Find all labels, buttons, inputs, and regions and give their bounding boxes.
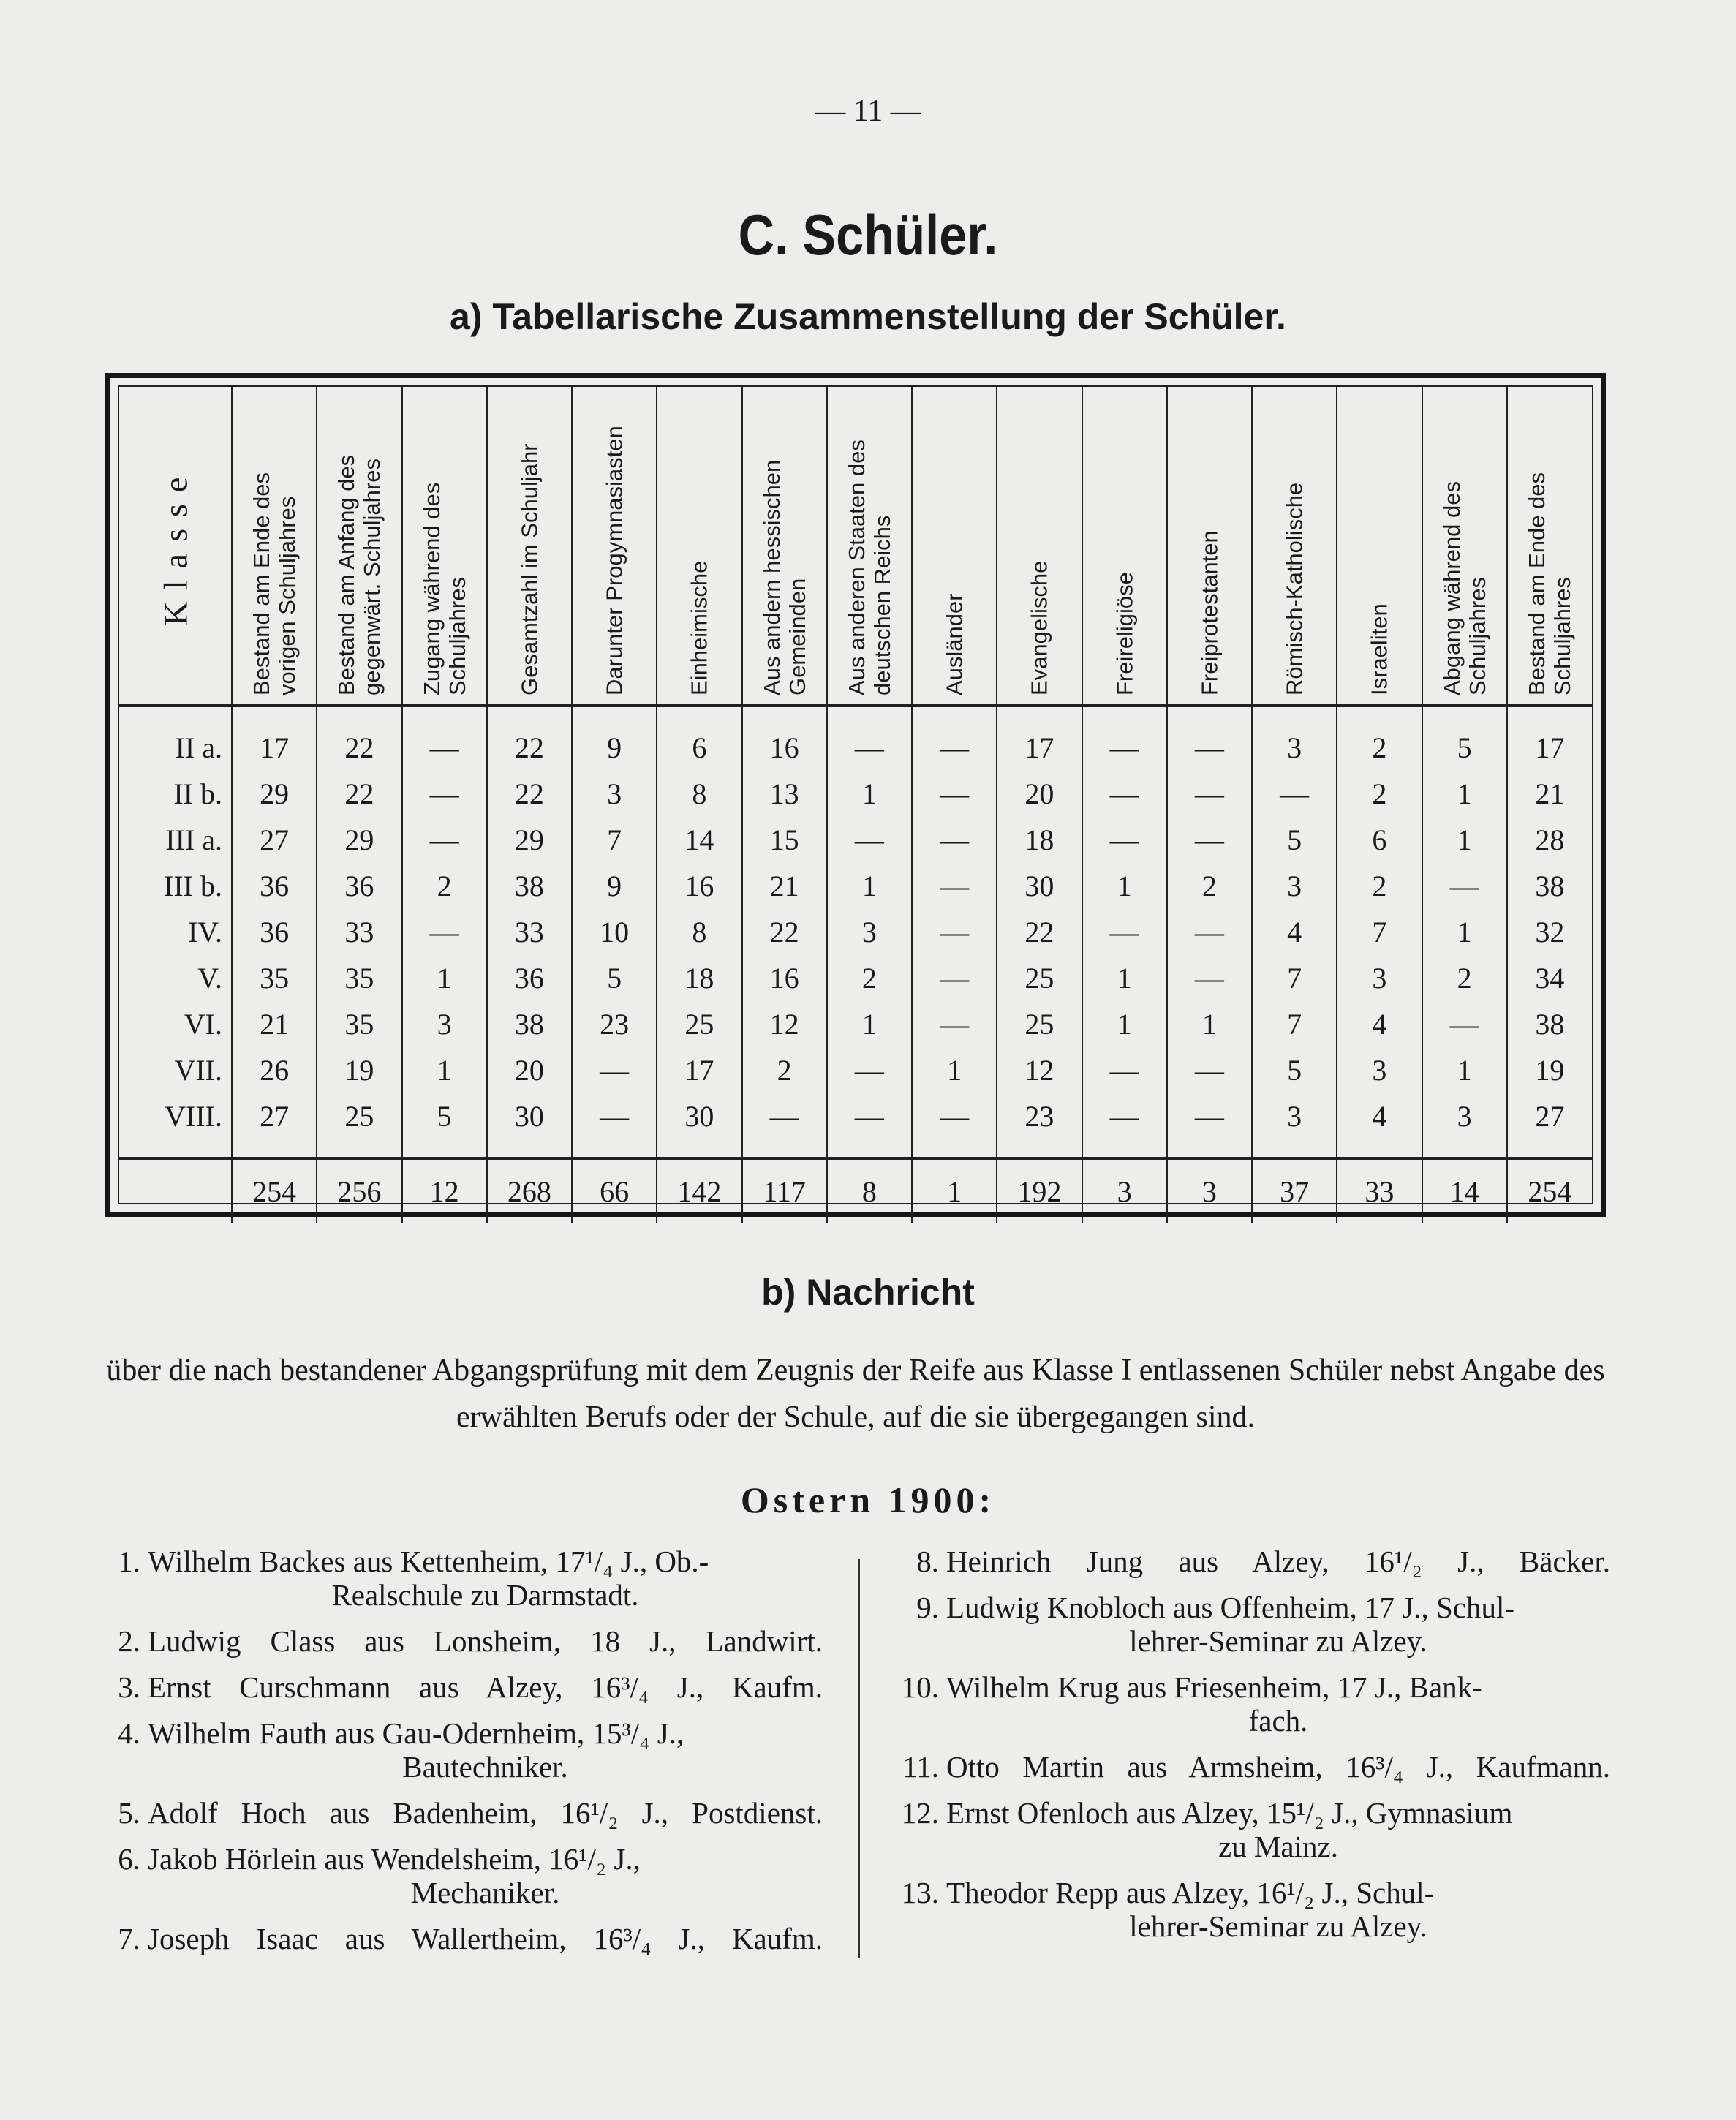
table-cell: — — [912, 817, 997, 863]
table-cell: 21 — [742, 863, 827, 909]
total-cell: 117 — [742, 1158, 827, 1223]
table-cell: 29 — [317, 817, 401, 863]
table-cell: — — [1167, 1047, 1252, 1093]
list-item-number: 8. — [916, 1544, 939, 1578]
column-header — [742, 387, 827, 706]
list-item-text — [148, 1670, 823, 1704]
list-item-line: Otto Martin aus Armsheim, 16³/₄ J., Kaufmann. — [946, 1750, 1610, 1784]
list-item-text — [148, 1842, 823, 1909]
table-row — [119, 725, 1592, 771]
table-cell: 2 — [742, 1047, 827, 1093]
page-number: — 11 — — [815, 94, 921, 128]
list-item-line: Ernst Curschmann aus Alzey, 16³/₄ J., Kaufm. — [148, 1670, 823, 1704]
table-cell: 9 — [572, 725, 657, 771]
list-item-number: 4. — [118, 1716, 140, 1750]
column-header-label: Römisch-Katholische — [1281, 482, 1307, 695]
table-cell: — — [1252, 771, 1337, 817]
list-item — [901, 1670, 1610, 1738]
list-item-text — [148, 1716, 823, 1784]
table-cell: 1 — [827, 863, 912, 909]
table-cell: — — [1422, 1001, 1507, 1047]
klasse-cell: II b. — [173, 777, 222, 810]
table-cell: 27 — [232, 817, 317, 863]
table-cell: 38 — [487, 1001, 572, 1047]
table-cell: 7 — [572, 817, 657, 863]
list-item-number: 12. — [901, 1796, 939, 1830]
table-cell: 14 — [657, 817, 741, 863]
column-header — [119, 387, 232, 706]
table-cell: 1 — [1422, 771, 1507, 817]
list-item-continuation: Mechaniker. — [410, 1876, 560, 1909]
table-cell: 29 — [487, 817, 572, 863]
column-header-label: Evangelische — [1026, 560, 1052, 695]
table-cell: — — [1082, 1093, 1167, 1139]
table-cell: — — [1167, 909, 1252, 955]
klasse-cell: IV. — [187, 916, 222, 948]
total-cell: 37 — [1252, 1158, 1337, 1223]
table-cell: 1 — [1422, 817, 1507, 863]
list-item-number: 13. — [901, 1876, 939, 1909]
table-row — [119, 863, 1592, 909]
list-item-text — [148, 1624, 823, 1658]
table-cell: — — [742, 1093, 827, 1139]
total-cell: 3 — [1082, 1158, 1167, 1223]
table-cell: 7 — [1252, 955, 1337, 1001]
klasse-cell: VIII. — [165, 1100, 222, 1133]
table-cell: 7 — [1337, 909, 1422, 955]
list-item-line: Wilhelm Backes aus Kettenheim, 17¹/₄ J., Ob.- — [148, 1544, 709, 1578]
student-list-left — [102, 1544, 823, 1968]
total-cell: 33 — [1337, 1158, 1422, 1223]
table-cell: — — [912, 955, 997, 1001]
table-cell: 17 — [1507, 725, 1592, 771]
list-item-number: 2. — [118, 1624, 140, 1658]
table-cell: 8 — [657, 771, 741, 817]
table-cell: 36 — [487, 955, 572, 1001]
total-cell: 142 — [657, 1158, 741, 1223]
table-cell: 17 — [657, 1047, 741, 1093]
table-body — [119, 706, 1592, 1223]
table-cell: 2 — [402, 863, 487, 909]
klasse-cell: VI. — [184, 1008, 222, 1041]
table-cell: 4 — [1337, 1001, 1422, 1047]
list-item-line: Joseph Isaac aus Wallertheim, 16³/₄ J., Kaufm. — [148, 1922, 823, 1955]
table-cell: 3 — [1252, 725, 1337, 771]
list-item — [901, 1544, 1610, 1578]
table-cell: 4 — [1337, 1093, 1422, 1139]
list-item-text — [946, 1670, 1610, 1738]
table-row — [119, 771, 1592, 817]
list-item — [102, 1670, 823, 1704]
table-cell: 5 — [402, 1093, 487, 1139]
table-cell: — — [1167, 725, 1252, 771]
list-item-number: 10. — [901, 1670, 939, 1704]
table-cell: — — [1082, 771, 1167, 817]
ostern-heading: Ostern 1900: — [740, 1479, 996, 1520]
list-item-continuation: Bautechniker. — [402, 1750, 568, 1784]
column-header — [1507, 387, 1592, 706]
table-cell: 38 — [1507, 1001, 1592, 1047]
list-item-text — [946, 1750, 1610, 1784]
table-cell: 3 — [827, 909, 912, 955]
table-cell: — — [827, 1047, 912, 1093]
total-cell: 254 — [1507, 1158, 1592, 1223]
table-cell: — — [402, 817, 487, 863]
table-cell: 1 — [1422, 909, 1507, 955]
column-header — [827, 387, 912, 706]
table-cell: 27 — [232, 1093, 317, 1139]
table-cell: 4 — [1252, 909, 1337, 955]
table-cell: 15 — [742, 817, 827, 863]
klasse-cell: VII. — [174, 1054, 222, 1087]
table-cell: 1 — [1082, 1001, 1167, 1047]
list-item — [901, 1876, 1610, 1943]
list-item-continuation: lehrer-Seminar zu Alzey. — [1129, 1909, 1427, 1943]
table-cell: 2 — [1337, 771, 1422, 817]
column-header-label: Zugang während des Schuljahres — [418, 482, 470, 695]
table-cell: — — [1082, 817, 1167, 863]
klasse-cell: III a. — [165, 823, 222, 856]
table-cell: 3 — [1252, 863, 1337, 909]
table-cell: 5 — [1252, 817, 1337, 863]
table-cell: 35 — [317, 1001, 401, 1047]
table-cell: 34 — [1507, 955, 1592, 1001]
list-item-line: Adolf Hoch aus Badenheim, 16¹/₂ J., Postdienst. — [148, 1796, 823, 1830]
list-item-continuation: lehrer-Seminar zu Alzey. — [1129, 1624, 1427, 1658]
table-cell: 26 — [232, 1047, 317, 1093]
table-cell: 2 — [1337, 863, 1422, 909]
column-header — [1167, 387, 1252, 706]
list-item — [102, 1624, 823, 1658]
table-cell: 22 — [317, 771, 401, 817]
table-cell: 2 — [1337, 725, 1422, 771]
list-item-number: 7. — [118, 1922, 140, 1955]
table-cell: 3 — [1337, 955, 1422, 1001]
student-list-right — [901, 1544, 1610, 1955]
table-cell: 18 — [997, 817, 1082, 863]
table-cell: 28 — [1507, 817, 1592, 863]
total-cell: 66 — [572, 1158, 657, 1223]
table-cell: 7 — [1252, 1001, 1337, 1047]
section-title: C. Schüler. — [738, 203, 998, 267]
table-cell: — — [912, 1093, 997, 1139]
table-cell: — — [912, 771, 997, 817]
table-spacer-row — [119, 706, 1592, 725]
table-cell: 17 — [997, 725, 1082, 771]
list-item-text — [946, 1544, 1610, 1578]
table-cell: 12 — [997, 1047, 1082, 1093]
total-cell: 268 — [487, 1158, 572, 1223]
column-divider — [858, 1559, 860, 1958]
table-cell: 3 — [402, 1001, 487, 1047]
list-item — [102, 1796, 823, 1830]
column-header-label: Abgang während des Schuljahres — [1438, 480, 1490, 695]
list-item-continuation: fach. — [1248, 1704, 1308, 1738]
table-cell: 5 — [572, 955, 657, 1001]
column-header — [1422, 387, 1507, 706]
list-item-number: 3. — [118, 1670, 140, 1704]
list-item — [901, 1750, 1610, 1784]
table-cell: 1 — [827, 1001, 912, 1047]
table-cell: 10 — [572, 909, 657, 955]
table-cell: — — [912, 863, 997, 909]
table-cell: 22 — [487, 771, 572, 817]
stats-table — [119, 387, 1592, 1223]
table-cell: 30 — [487, 1093, 572, 1139]
table-cell: — — [1167, 771, 1252, 817]
table-cell: 25 — [997, 1001, 1082, 1047]
column-header — [912, 387, 997, 706]
table-cell: — — [912, 1001, 997, 1047]
table-cell: — — [827, 1093, 912, 1139]
nachricht-text: über die nach bestandener Abgangsprüfung mit dem Zeugnis der Reife aus Klasse I entlassenen Schüler nebst Angabe des erwählten Berufs oder der Schule, auf die sie übergegangen sind. — [106, 1354, 1605, 1434]
table-cell: 1 — [1082, 955, 1167, 1001]
table-cell: 3 — [1337, 1047, 1422, 1093]
table-row — [119, 1047, 1592, 1093]
klasse-cell: II a. — [175, 731, 222, 764]
list-item-line: Ernst Ofenloch aus Alzey, 15¹/₂ J., Gymnasium — [946, 1796, 1513, 1830]
total-cell: 256 — [317, 1158, 401, 1223]
table-cell: — — [1422, 863, 1507, 909]
list-item-text — [148, 1796, 823, 1830]
table-cell: 21 — [232, 1001, 317, 1047]
table-row — [119, 817, 1592, 863]
table-cell: — — [827, 725, 912, 771]
total-cell: 192 — [997, 1158, 1082, 1223]
list-item-text — [946, 1591, 1610, 1658]
table-inner-frame — [118, 385, 1593, 1208]
totals-row — [119, 1158, 1592, 1223]
table-cell: 16 — [742, 725, 827, 771]
table-cell: 1 — [402, 955, 487, 1001]
table-row — [119, 955, 1592, 1001]
list-item-line: Jakob Hörlein aus Wendelsheim, 16¹/₂ J., — [148, 1842, 641, 1876]
list-item-number: 5. — [118, 1796, 140, 1830]
list-item — [102, 1842, 823, 1909]
table-cell: 25 — [657, 1001, 741, 1047]
column-header-label: Freiprotestanten — [1196, 530, 1223, 695]
table-cell: 1 — [1422, 1047, 1507, 1093]
table-cell: — — [1167, 817, 1252, 863]
table-cell: 36 — [232, 909, 317, 955]
total-cell: 12 — [402, 1158, 487, 1223]
list-item-text — [946, 1796, 1610, 1863]
table-cell: — — [1082, 909, 1167, 955]
student-statistics-table — [105, 373, 1606, 1217]
column-header-label: Klasse — [156, 465, 194, 626]
column-header — [572, 387, 657, 706]
column-header — [402, 387, 487, 706]
table-cell: 9 — [572, 863, 657, 909]
list-item-line: Ludwig Knobloch aus Offenheim, 17 J., Schul- — [946, 1591, 1514, 1624]
table-cell: 1 — [827, 771, 912, 817]
total-cell — [119, 1158, 232, 1223]
table-cell: 38 — [1507, 863, 1592, 909]
table-cell: 3 — [1422, 1093, 1507, 1139]
column-header-label: Aus anderen Staaten des deutschen Reichs — [843, 440, 895, 695]
table-cell: 23 — [997, 1093, 1082, 1139]
column-header-label: Bestand am Ende des Schuljahres — [1524, 472, 1576, 695]
list-item-line: Theodor Repp aus Alzey, 16¹/₂ J., Schul- — [946, 1876, 1435, 1909]
table-cell: 29 — [232, 771, 317, 817]
table-cell: 22 — [997, 909, 1082, 955]
table-cell: 25 — [317, 1093, 401, 1139]
list-item-number: 9. — [916, 1591, 939, 1624]
table-cell: 23 — [572, 1001, 657, 1047]
total-cell: 3 — [1167, 1158, 1252, 1223]
table-cell: 1 — [1167, 1001, 1252, 1047]
column-header — [1252, 387, 1337, 706]
list-item-line: Wilhelm Fauth aus Gau-Odernheim, 15³/₄ J., — [148, 1716, 684, 1750]
klasse-cell: III b. — [164, 869, 222, 902]
column-header — [1337, 387, 1422, 706]
table-cell: 35 — [232, 955, 317, 1001]
table-cell: 19 — [1507, 1047, 1592, 1093]
table-cell: — — [402, 725, 487, 771]
list-item — [901, 1796, 1610, 1863]
list-item-text — [946, 1876, 1610, 1943]
table-cell: 17 — [232, 725, 317, 771]
table-cell: — — [572, 1047, 657, 1093]
list-item-text — [148, 1544, 823, 1612]
table-cell: 1 — [1082, 863, 1167, 909]
table-cell: 20 — [487, 1047, 572, 1093]
table-cell: 1 — [912, 1047, 997, 1093]
table-cell: 18 — [657, 955, 741, 1001]
total-cell: 1 — [912, 1158, 997, 1223]
column-header-label: Darunter Progymnasiasten — [601, 426, 627, 695]
total-cell: 254 — [232, 1158, 317, 1223]
column-header-label: Israeliten — [1366, 603, 1392, 695]
list-item — [102, 1716, 823, 1784]
table-cell: 2 — [1422, 955, 1507, 1001]
table-cell: 3 — [572, 771, 657, 817]
table-cell: 16 — [742, 955, 827, 1001]
column-header-label: Aus andern hessischen Gemeinden — [758, 459, 810, 695]
table-cell: 22 — [317, 725, 401, 771]
table-cell: 36 — [232, 863, 317, 909]
list-item-continuation: zu Mainz. — [1218, 1830, 1338, 1863]
table-row — [119, 909, 1592, 955]
table-cell: 25 — [997, 955, 1082, 1001]
table-cell: 19 — [317, 1047, 401, 1093]
column-header — [657, 387, 741, 706]
table-cell: 5 — [1252, 1047, 1337, 1093]
table-cell: — — [1082, 1047, 1167, 1093]
table-cell: 30 — [657, 1093, 741, 1139]
table-cell: 30 — [997, 863, 1082, 909]
table-cell: — — [912, 909, 997, 955]
column-header-label: Bestand am Anfang des gegenwärt. Schuljahres — [333, 454, 385, 695]
list-item — [901, 1591, 1610, 1658]
table-cell: 8 — [657, 909, 741, 955]
table-cell: 21 — [1507, 771, 1592, 817]
table-cell: 13 — [742, 771, 827, 817]
table-cell: — — [402, 909, 487, 955]
list-item — [102, 1544, 823, 1612]
table-cell: 35 — [317, 955, 401, 1001]
list-item-continuation: Realschule zu Darmstadt. — [331, 1578, 639, 1612]
table-cell: 16 — [657, 863, 741, 909]
table-subtitle: a) Tabellarische Zusammenstellung der Schüler. — [450, 296, 1286, 337]
table-cell: 22 — [742, 909, 827, 955]
table-cell: 12 — [742, 1001, 827, 1047]
table-spacer-row — [119, 1139, 1592, 1158]
table-cell: — — [572, 1093, 657, 1139]
column-header-label: Ausländer — [941, 593, 967, 695]
list-item-line: Wilhelm Krug aus Friesenheim, 17 J., Bank- — [946, 1670, 1482, 1704]
table-header-row — [119, 387, 1592, 706]
column-header — [1082, 387, 1167, 706]
list-item-line: Ludwig Class aus Lonsheim, 18 J., Landwirt. — [148, 1624, 823, 1658]
total-cell: 14 — [1422, 1158, 1507, 1223]
nachricht-heading: b) Nachricht — [761, 1272, 975, 1313]
list-item — [102, 1922, 823, 1955]
column-header-label: Bestand am Ende des vorigen Schuljahres — [249, 472, 301, 695]
list-item-number: 6. — [118, 1842, 140, 1876]
table-cell: 3 — [1252, 1093, 1337, 1139]
table-cell: — — [1167, 1093, 1252, 1139]
list-item-line: Heinrich Jung aus Alzey, 16¹/₂ J., Bäcker. — [946, 1544, 1610, 1578]
table-cell: 2 — [827, 955, 912, 1001]
table-cell: — — [1082, 725, 1167, 771]
list-item-number: 11. — [902, 1750, 939, 1784]
column-header-label: Einheimische — [686, 560, 712, 695]
table-cell: 5 — [1422, 725, 1507, 771]
table-cell: 27 — [1507, 1093, 1592, 1139]
table-cell: 33 — [317, 909, 401, 955]
table-cell: 2 — [1167, 863, 1252, 909]
table-cell: 1 — [402, 1047, 487, 1093]
table-cell: 6 — [657, 725, 741, 771]
column-header-label: Freireligiöse — [1112, 572, 1138, 695]
table-cell: — — [827, 817, 912, 863]
table-cell: — — [912, 725, 997, 771]
table-cell: 6 — [1337, 817, 1422, 863]
table-cell: 32 — [1507, 909, 1592, 955]
column-header-label: Gesamtzahl im Schuljahr — [516, 443, 543, 695]
table-cell: 20 — [997, 771, 1082, 817]
total-cell: 8 — [827, 1158, 912, 1223]
column-header — [997, 387, 1082, 706]
klasse-cell: V. — [197, 962, 222, 995]
table-cell: 38 — [487, 863, 572, 909]
table-cell: 22 — [487, 725, 572, 771]
column-header — [232, 387, 317, 706]
table-row — [119, 1093, 1592, 1139]
column-header — [317, 387, 401, 706]
list-item-number: 1. — [118, 1544, 140, 1578]
table-cell: — — [402, 771, 487, 817]
table-row — [119, 1001, 1592, 1047]
column-header — [487, 387, 572, 706]
table-cell: 33 — [487, 909, 572, 955]
list-item-text — [148, 1922, 823, 1955]
table-cell: 36 — [317, 863, 401, 909]
table-cell: — — [1167, 955, 1252, 1001]
